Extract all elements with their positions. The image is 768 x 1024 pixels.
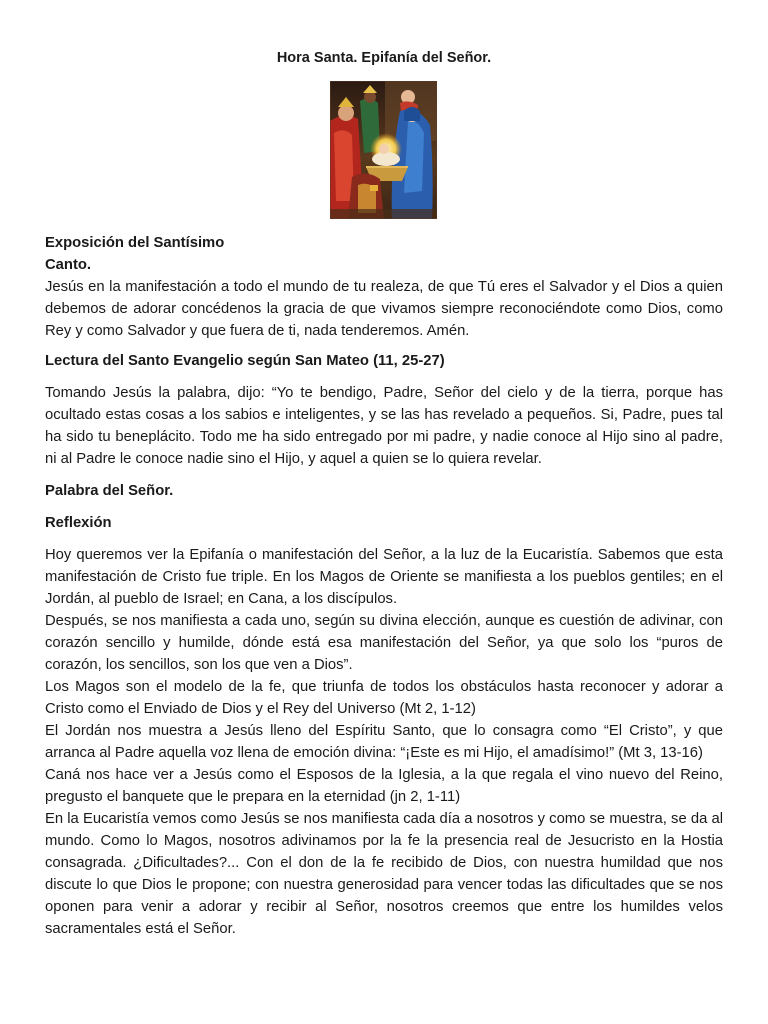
palabra-heading: Palabra del Señor. [45, 483, 174, 499]
reflection-paragraph: En la Eucaristía vemos como Jesús se nos manifiesta cada día a nosotros y como se muestra, se da al mundo. Como lo Magos, nosotros adivinamos por la fe la presencia real de Jesucristo en la Hostia consagrada. ¿Dificultades?... Con el don de la fe recibido de Dios, con nuestra humildad que nos discute lo que Dios le propone; con nuestra generosidad para vencer todas las dificultades que se nos oponen para venir a adorar y recibir al Señor, nosotros creemos que entre los humildes velos sacramentales está el Señor. [45, 811, 723, 937]
exposicion-heading: Exposición del Santísimo [45, 235, 225, 251]
reflection-paragraph: Después, se nos manifiesta a cada uno, según su divina elección, aunque es cuestión de adivinar, con corazón sencillo y humilde, dónde está esa manifestación del Señor, ya que solo los “puros de corazón, los sencillos, son los que ven a Dios”. [45, 613, 723, 673]
lectura-heading: Lectura del Santo Evangelio según San Mateo (11, 25-27) [45, 353, 445, 369]
document-title: Hora Santa. Epifanía del Señor. [276, 50, 492, 66]
reflexion-heading: Reflexión [45, 515, 112, 531]
canto-heading: Canto. [45, 257, 92, 273]
epiphany-nativity-image [330, 81, 437, 219]
reflection-paragraph: Caná nos hace ver a Jesús como el Esposos de la Iglesia, a la que regala el vino nuevo del Reino, pregusto el banquete que le prepara en la eternidad (jn 2, 1-11) [45, 767, 723, 805]
document-body [45, 232, 723, 940]
gospel-paragraph: Tomando Jesús la palabra, dijo: “Yo te bendigo, Padre, Señor del cielo y de la tierra, porque has ocultado estas cosas a los sabios e inteligentes, y se las has revelado a pequeños. Si, Padre, pues tal ha sido tu beneplácito. Todo me ha sido entregado por mi padre, y nadie conoce al Hijo sino al padre, ni al Padre le conoce nadie sino el Hijo, y aquel a quien se lo quiera revelar. [45, 385, 723, 467]
prayer-paragraph: Jesús en la manifestación a todo el mundo de tu realeza, de que Tú eres el Salvador y el Dios a quien debemos de adorar concédenos la gracia de que vivamos siempre reconociéndote como Dios, como Rey y como Salvador y que fuera de ti, nada tenderemos. Amén. [45, 279, 723, 339]
reflection-paragraph: Los Magos son el modelo de la fe, que triunfa de todos los obstáculos hasta reconocer y adorar a Cristo como el Enviado de Dios y el Rey del Universo (Mt 2, 1-12) [45, 679, 723, 717]
reflection-paragraph: El Jordán nos muestra a Jesús lleno del Espíritu Santo, que lo consagra como “El Cristo”, y que arranca al Padre aquella voz llena de emoción divina: “¡Este es mi Hijo, el amadísimo!” (Mt 3, 13-16) [45, 723, 723, 761]
reflection-paragraph: Hoy queremos ver la Epifanía o manifestación del Señor, a la luz de la Eucaristía. Sabemos que esta manifestación de Cristo fue triple. En los Magos de Oriente se manifiesta a los pueblos gentiles; en el Jordán, al pueblo de Israel; en Cana, a los discípulos. [45, 547, 723, 607]
